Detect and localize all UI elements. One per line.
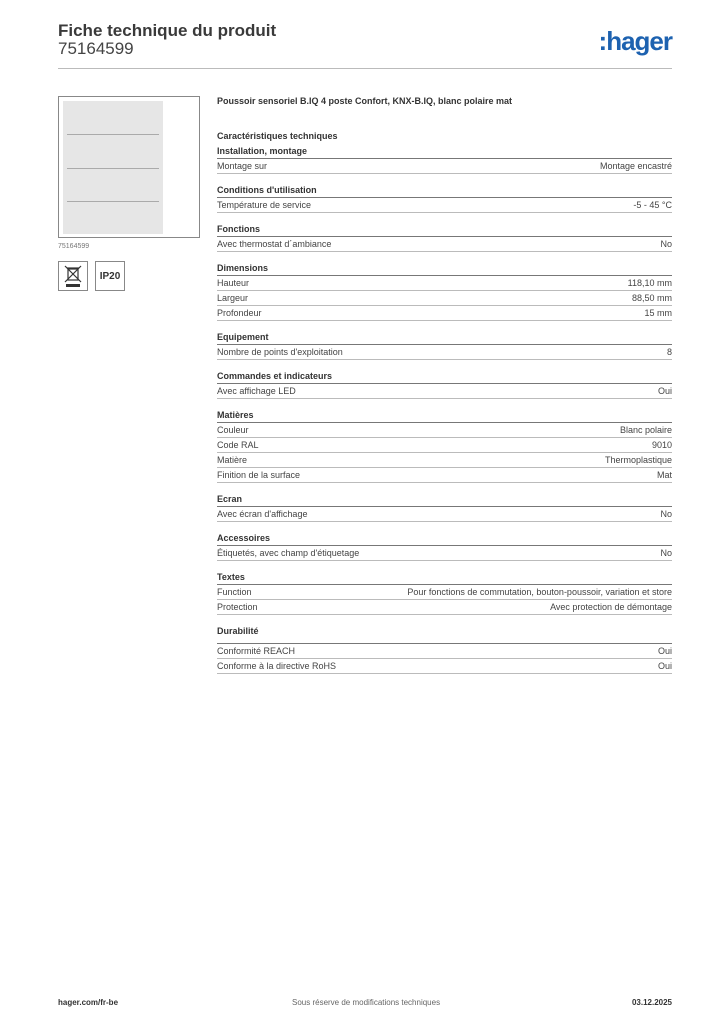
section-title: Commandes et indicateurs (217, 370, 672, 384)
spec-row (217, 291, 672, 306)
spec-value: 15 mm (644, 308, 672, 318)
spec-value: Blanc polaire (619, 425, 672, 435)
spec-value: 9010 (651, 440, 672, 450)
spec-label: Finition de la surface (217, 470, 301, 480)
spec-row (217, 585, 672, 600)
spec-row (217, 159, 672, 174)
spec-label: Profondeur (217, 308, 262, 318)
spec-label: Protection (217, 602, 258, 612)
spec-section (217, 571, 672, 615)
spec-section (217, 223, 672, 252)
section-title: Conditions d'utilisation (217, 184, 672, 198)
footer-date: 03.12.2025 (631, 998, 672, 1007)
weee-bin-icon (58, 261, 88, 291)
spec-section (217, 493, 672, 522)
spec-value: Oui (657, 646, 672, 656)
image-caption: 75164599 (58, 243, 90, 250)
section-title: Dimensions (217, 262, 672, 276)
spec-row (217, 198, 672, 213)
spec-row (217, 423, 672, 438)
product-image (58, 96, 200, 238)
footer-website[interactable]: hager.com/fr-be (58, 998, 119, 1007)
spec-label: Function (217, 587, 252, 597)
spec-row (217, 468, 672, 483)
spec-value: 118,10 mm (627, 278, 672, 288)
spec-label: Avec écran d'affichage (217, 509, 308, 519)
spec-label: Matière (217, 455, 248, 465)
footer-disclaimer: Sous réserve de modifications techniques (292, 998, 441, 1007)
spec-label: Avec thermostat d´ambiance (217, 239, 332, 249)
spec-row (217, 345, 672, 360)
spec-value: Pour fonctions de commutation, bouton-poussoir, variation et store (407, 587, 672, 597)
section-title: Durabilité (217, 625, 672, 644)
spec-row (217, 276, 672, 291)
spec-value: 8 (666, 347, 672, 357)
spec-section (217, 331, 672, 360)
section-title: Installation, montage (217, 145, 672, 159)
spec-label: Montage sur (217, 161, 268, 171)
section-title: Matières (217, 409, 672, 423)
spec-label: Étiquetés, avec champ d'étiquetage (217, 548, 360, 558)
product-code: 75164599 (58, 39, 134, 58)
spec-row (217, 306, 672, 321)
product-name: Poussoir sensoriel B.IQ 4 poste Confort, KNX-B.IQ, blanc polaire mat (217, 96, 513, 106)
spec-label: Hauteur (217, 278, 250, 288)
section-title: Equipement (217, 331, 672, 345)
spec-row (217, 659, 672, 674)
spec-label: Nombre de points d'exploitation (217, 347, 343, 357)
spec-section (217, 532, 672, 561)
spec-row (217, 438, 672, 453)
spec-label: Conformité REACH (217, 646, 296, 656)
spec-label: Avec affichage LED (217, 386, 296, 396)
spec-row (217, 384, 672, 399)
specs-heading: Caractéristiques techniques (217, 131, 338, 141)
spec-value: -5 - 45 °C (633, 200, 672, 210)
spec-section (217, 145, 672, 174)
section-title: Textes (217, 571, 672, 585)
spec-value: No (660, 548, 672, 558)
spec-row (217, 507, 672, 522)
spec-content (217, 96, 672, 674)
spec-value: 88,50 mm (631, 293, 672, 303)
spec-row (217, 600, 672, 615)
page-title: Fiche technique du produit (58, 21, 277, 40)
spec-label: Couleur (217, 425, 249, 435)
spec-value: Oui (657, 386, 672, 396)
spec-section (217, 370, 672, 399)
spec-label: Code RAL (217, 440, 259, 450)
section-title: Fonctions (217, 223, 672, 237)
hager-logo: :hager (598, 26, 672, 56)
spec-value: Thermoplastique (604, 455, 672, 465)
spec-section (217, 184, 672, 213)
spec-row (217, 453, 672, 468)
spec-row (217, 237, 672, 252)
spec-section (217, 262, 672, 321)
spec-value: Avec protection de démontage (550, 602, 672, 612)
section-title: Accessoires (217, 532, 672, 546)
spec-label: Température de service (217, 200, 312, 210)
switch-panel-illustration (63, 101, 163, 234)
spec-value: Mat (656, 470, 672, 480)
spec-label: Conforme à la directive RoHS (217, 661, 337, 671)
spec-value: Oui (657, 661, 672, 671)
ip20-badge: IP20 (95, 261, 125, 291)
spec-row (217, 644, 672, 659)
spec-label: Largeur (217, 293, 249, 303)
section-title: Ecran (217, 493, 672, 507)
header-divider (58, 68, 672, 69)
spec-section (217, 625, 672, 674)
spec-value: No (660, 509, 672, 519)
spec-value: No (660, 239, 672, 249)
spec-row (217, 546, 672, 561)
spec-section (217, 409, 672, 483)
spec-value: Montage encastré (599, 161, 672, 171)
